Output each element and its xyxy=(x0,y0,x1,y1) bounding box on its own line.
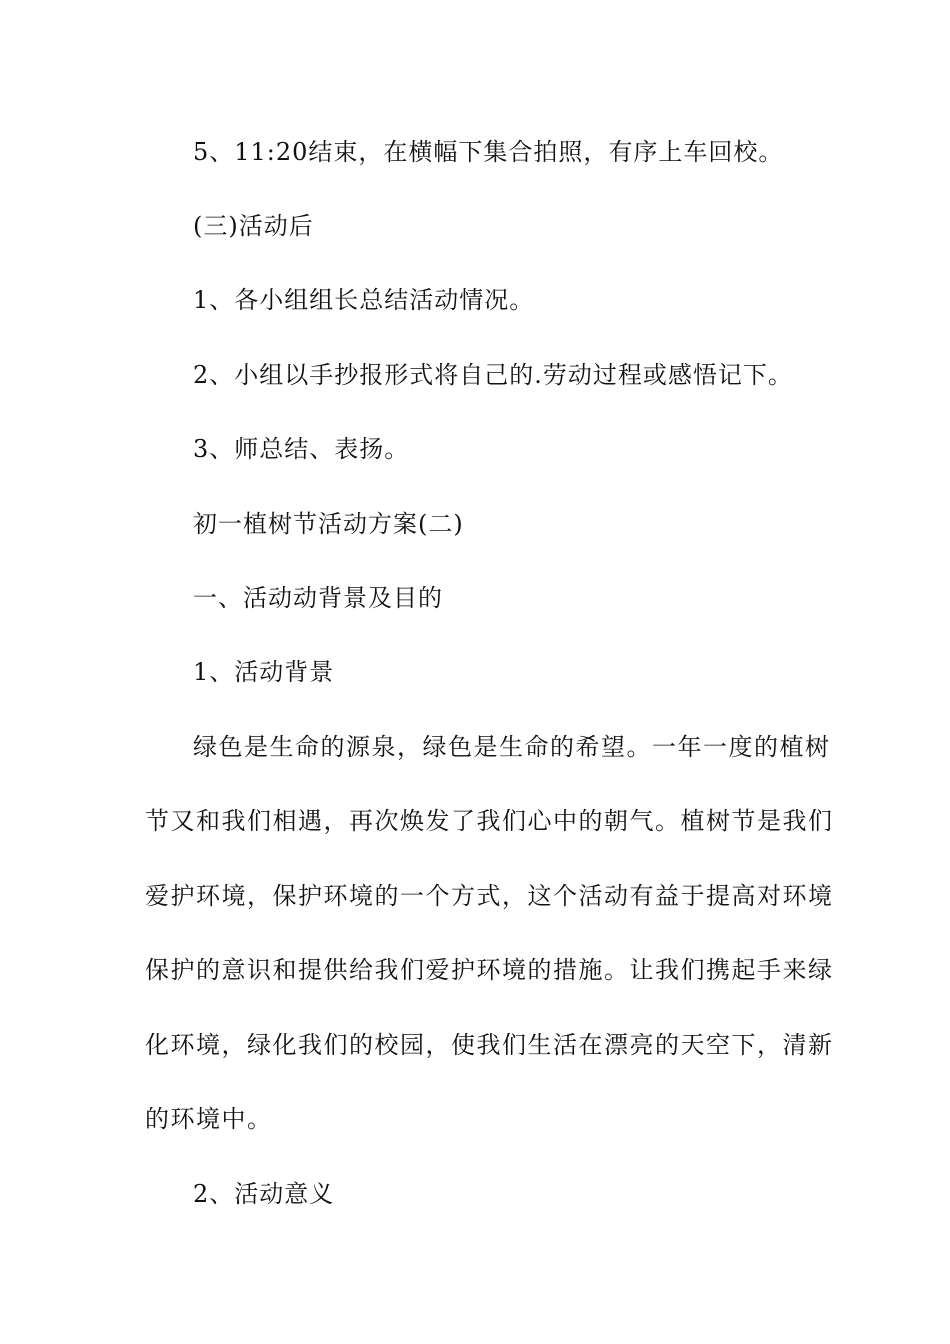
paragraph-line-2: 节又和我们相遇，再次焕发了我们心中的朝气。植树节是我们 xyxy=(145,807,834,835)
paragraph-line-1: 绿色是生命的源泉，绿色是生命的希望。一年一度的植树 xyxy=(193,733,831,761)
section-heading-background: 一、活动动背景及目的 xyxy=(193,584,443,612)
list-item-2: 2、小组以手抄报形式将自己的.劳动过程或感悟记下。 xyxy=(193,361,793,389)
list-item-1: 1、各小组组长总结活动情况。 xyxy=(193,286,535,314)
section-heading-after-activity: (三)活动后 xyxy=(193,212,314,240)
paragraph-line-4: 保护的意识和提供给我们爱护环境的措施。让我们携起手来绿 xyxy=(145,956,834,984)
document-subtitle: 初一植树节活动方案(二) xyxy=(193,510,464,538)
list-item-3: 3、师总结、表扬。 xyxy=(193,435,410,463)
subsection-heading-background: 1、活动背景 xyxy=(193,658,335,686)
text-line-end-time: 5、11:20结束，在横幅下集合拍照，有序上车回校。 xyxy=(193,138,784,166)
paragraph-line-5: 化环境，绿化我们的校园，使我们生活在漂亮的天空下，清新 xyxy=(145,1031,834,1059)
paragraph-line-6: 的环境中。 xyxy=(145,1105,273,1133)
subsection-heading-significance: 2、活动意义 xyxy=(193,1180,335,1208)
paragraph-line-3: 爱护环境，保护环境的一个方式，这个活动有益于提高对环境 xyxy=(145,882,834,910)
